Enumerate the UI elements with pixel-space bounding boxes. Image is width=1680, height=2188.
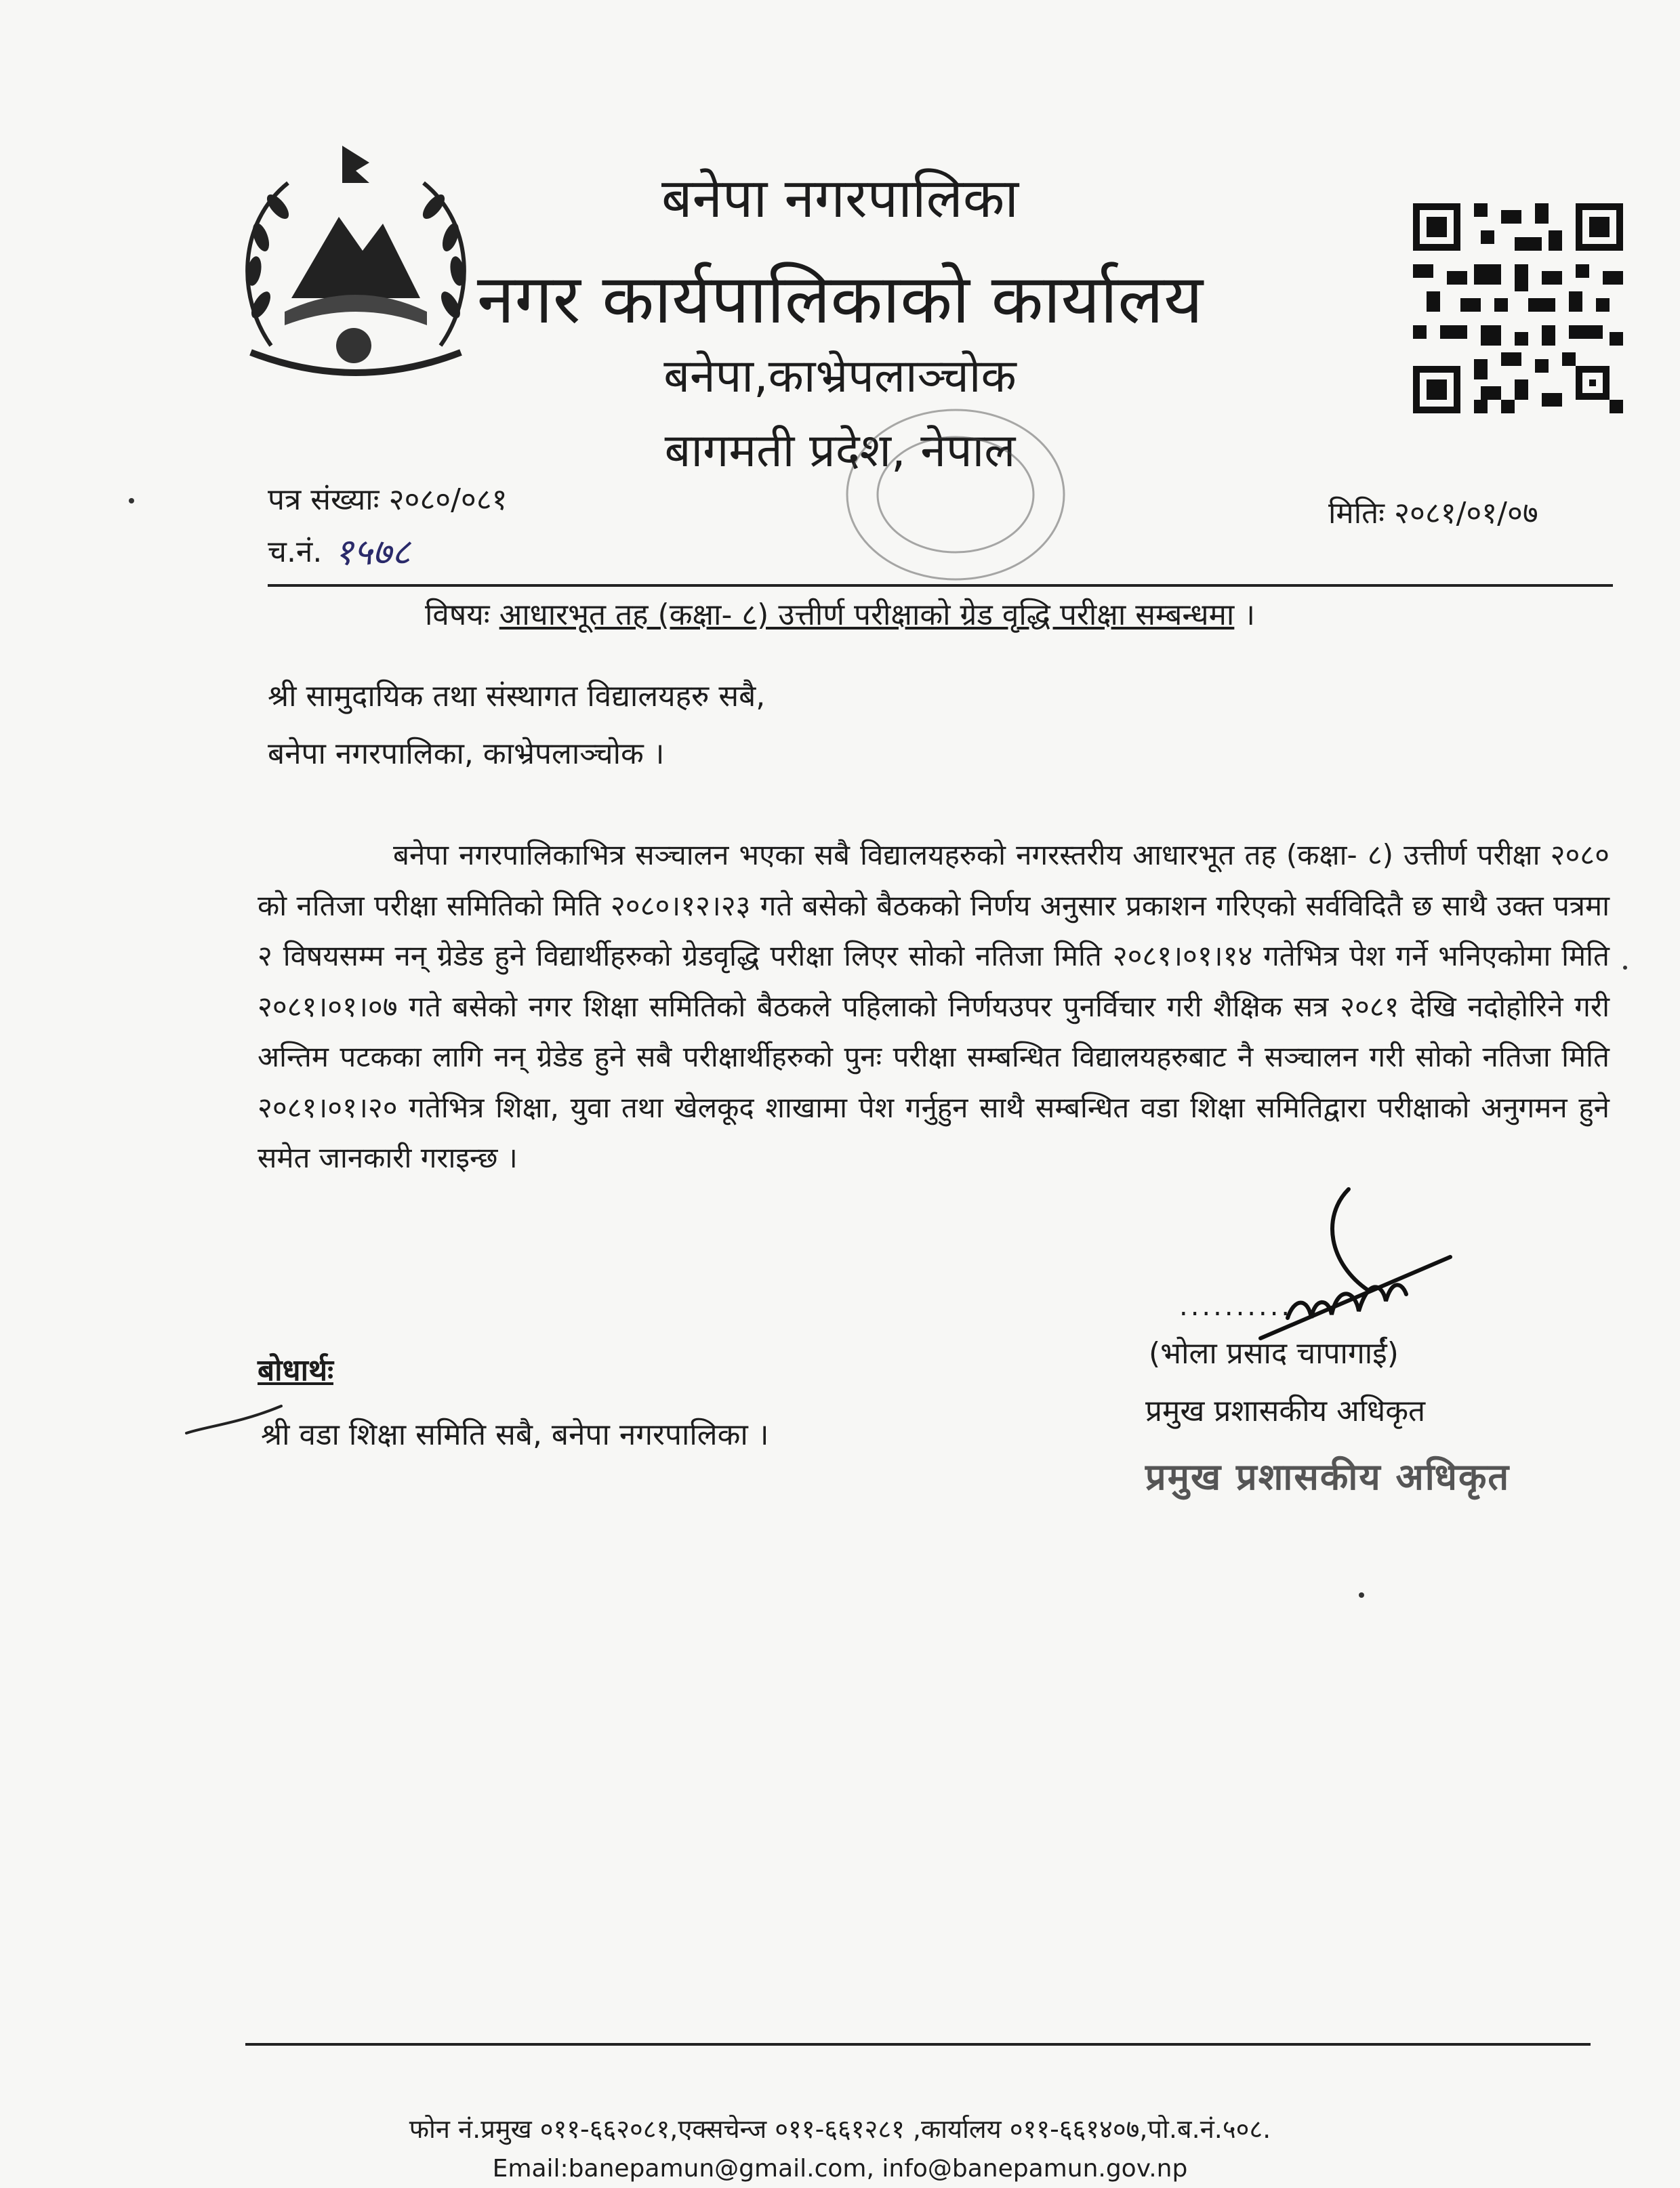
office-name: नगर कार्यपालिकाको कार्यालय bbox=[476, 260, 1204, 339]
footer-rule bbox=[245, 2043, 1591, 2046]
subject-text: आधारभूत तह (कक्षा- ८) उत्तीर्ण परीक्षाको ग्रेड वृद्धि परीक्षा सम्बन्धमा bbox=[499, 598, 1235, 632]
scan-speck bbox=[1623, 966, 1627, 970]
date-label: मितिः bbox=[1328, 496, 1385, 531]
letter-number bbox=[268, 478, 508, 518]
office-location: बनेपा,काभ्रेपलाञ्चोक bbox=[663, 350, 1017, 403]
letter-number-label: पत्र संख्याः bbox=[268, 482, 380, 517]
letter-date bbox=[1328, 491, 1538, 532]
footer-phones: फोन नं.प्रमुख ०११-६६२०८१,एक्सचेन्ज ०११-६६१२८१ ,कार्यालय ०११-६६१४०७,पो.ब.नं.५०८. bbox=[409, 2114, 1271, 2144]
municipality-name: बनेपा नगरपालिका bbox=[661, 167, 1019, 230]
footer-email: Email:banepamun@gmail.com, info@banepamun.gov.np bbox=[492, 2155, 1188, 2183]
dispatch-number-label: च.नं. bbox=[268, 535, 323, 569]
cc-label: बोधार्थः bbox=[258, 1353, 333, 1388]
signatory-title: प्रमुख प्रशासकीय अधिकृत bbox=[1145, 1394, 1426, 1428]
subject-label: विषयः bbox=[424, 598, 490, 632]
office-province: बागमती प्रदेश, नेपाल bbox=[664, 424, 1016, 478]
letter-number-value: २०८०/०८१ bbox=[388, 482, 508, 517]
addressee-line-1: श्री सामुदायिक तथा संस्थागत विद्यालयहरु सबै, bbox=[268, 679, 766, 714]
dispatch-number-value: १५७८ bbox=[334, 531, 411, 573]
subject-line bbox=[0, 593, 1680, 634]
subject-rule bbox=[268, 584, 1613, 587]
date-value: २०८१/०१/०७ bbox=[1394, 496, 1538, 531]
designation-stamp: प्रमुख प्रशासकीय अधिकृत bbox=[1145, 1456, 1511, 1498]
cc-recipient: श्री वडा शिक्षा समिति सबै, बनेपा नगरपालिका । bbox=[261, 1418, 769, 1452]
letter-body bbox=[258, 830, 1610, 1184]
subject-end: । bbox=[1244, 598, 1256, 632]
scan-speck bbox=[129, 498, 134, 503]
office-round-stamp-icon bbox=[837, 400, 1074, 590]
signature-dots: .......... bbox=[1179, 1291, 1293, 1322]
signatory-name: (भोला प्रसाद चापागाईं) bbox=[1149, 1336, 1399, 1371]
qr-code-icon bbox=[1413, 203, 1623, 413]
scan-speck bbox=[1359, 1592, 1364, 1598]
body-paragraph: बनेपा नगरपालिकाभित्र सञ्चालन भएका सबै विद्यालयहरुको नगरस्तरीय आधारभूत तह (कक्षा- ८) उत्तीर्ण परीक्षा २०८० को नतिजा परीक्षा समितिको मिति २०८०।१२।२३ गते बसेको बैठकको निर्णय अनुसार प्रकाशन गरिएको सर्वविदितै छ साथै उक्त पत्रमा २ विषयसम्म नन् ग्रेडेड हुने विद्यार्थीहरुको ग्रेडवृद्धि परीक्षा लिएर सोको नतिजा मिति २०८१।०१।१४ गतेभित्र पेश गर्ने भनिएकोमा मिति २०८१।०१।०७ गते बसेको नगर शिक्षा समितिको बैठकले पहिलाको निर्णयउपर पुनर्विचार गरी शैक्षिक सत्र २०८१ देखि नदोहोरिने गरी अन्तिम पटकका लागि नन् ग्रेडेड हुने सबै परीक्षार्थीहरुको पुनः परीक्षा सम्बन्धित विद्यालयहरुबाट नै सञ्चालन गरी सोको नतिजा मिति २०८१।०१।२० गतेभित्र शिक्षा, युवा तथा खेलकूद शाखामा पेश गर्नुहुन साथै सम्बन्धित वडा शिक्षा समितिद्वारा परीक्षाको अनुगमन हुने समेत जानकारी गराइन्छ । bbox=[258, 838, 1610, 1174]
addressee-line-2: बनेपा नगरपालिका, काभ्रेपलाञ्चोक । bbox=[268, 737, 665, 771]
dispatch-number bbox=[268, 525, 411, 575]
